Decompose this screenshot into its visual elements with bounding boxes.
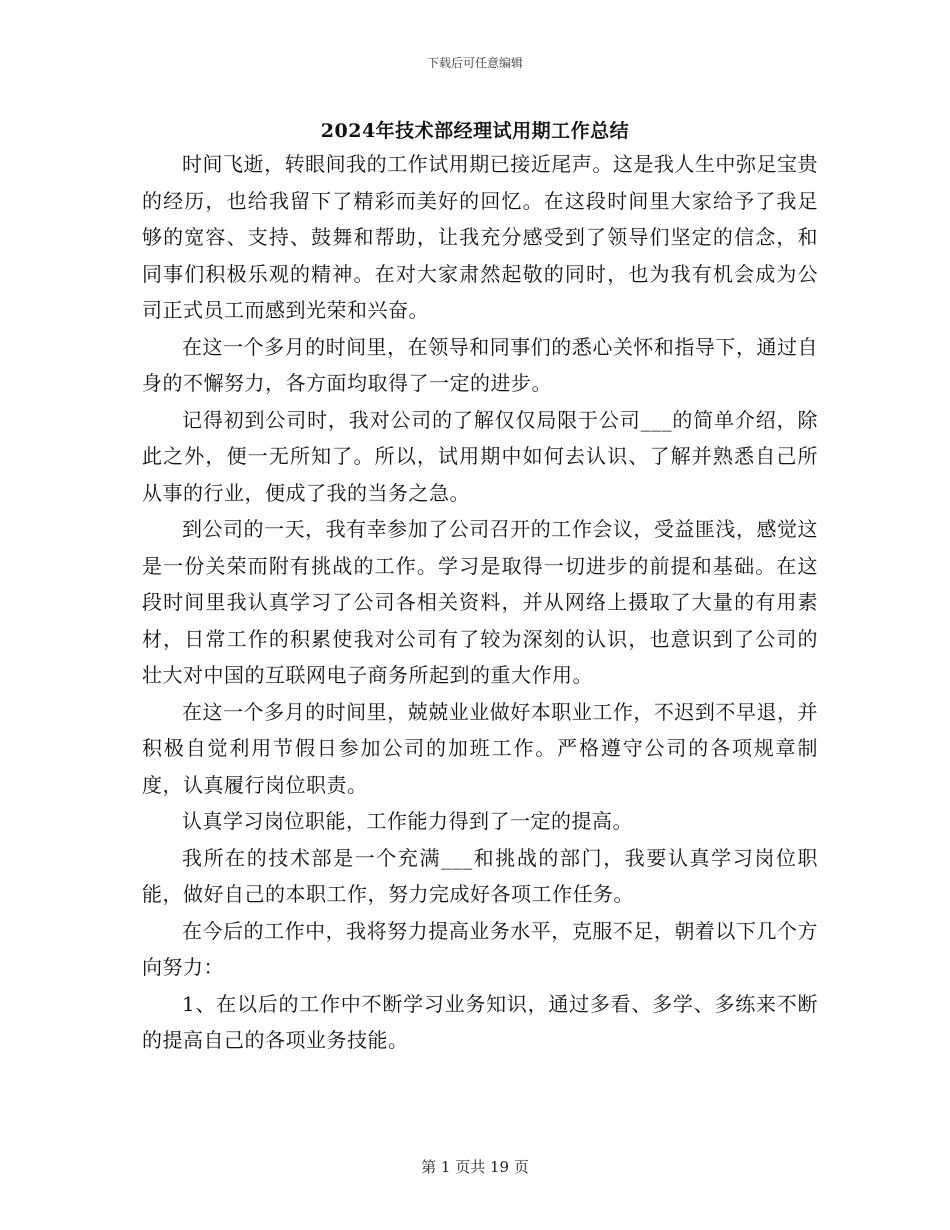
paragraph: 认真学习岗位职能，工作能力得到了一定的提高。 [182, 809, 633, 833]
page-number-footer: 第 1 页共 19 页 [421, 1158, 529, 1176]
paragraph: 记得初到公司时，我对公司的了解仅仅局限于公司___的简单介绍，除此之外，便一无所知了。所以，试用期中如何去认识、了解并熟悉自己所从事的行业，便成了我的当务之急。 [142, 407, 818, 505]
paragraph: 在这一个多月的时间里，兢兢业业做好本职业工作，不迟到不早退，并积极自觉利用节假日参加公司的加班工作。严格遵守公司的各项规章制度，认真履行岗位职责。 [142, 699, 818, 797]
header-note: 下载后可任意编辑 [426, 56, 523, 70]
paragraph: 在今后的工作中，我将努力提高业务水平，克服不足，朝着以下几个方向努力： [142, 918, 818, 979]
paragraph: 1、在以后的工作中不断学习业务知识，通过多看、多学、多练来不断的提高自己的各项业务技能。 [142, 991, 818, 1052]
paragraph: 时间飞逝，转眼间我的工作试用期已接近尾声。这是我人生中弥足宝贵的经历，也给我留下了精彩而美好的回忆。在这段时间里大家给予了我足够的宽容、支持、鼓舞和帮助，让我充分感受到了领导们坚定的信念，和同事们积极乐观的精神。在对大家肃然起敬的同时，也为我有机会成为公司正式员工而感到光荣和兴奋。 [142, 152, 818, 322]
document-body [142, 146, 818, 1059]
paragraph: 我所在的技术部是一个充满___和挑战的部门，我要认真学习岗位职能，做好自己的本职工作，努力完成好各项工作任务。 [142, 845, 818, 906]
paragraph: 到公司的一天，我有幸参加了公司召开的工作会议，受益匪浅，感觉这是一份关荣而附有挑战的工作。学习是取得一切进步的前提和基础。在这段时间里我认真学习了公司各相关资料，并从网络上摄取了大量的有用素材，日常工作的积累使我对公司有了较为深刻的认识，也意识到了公司的壮大对中国的互联网电子商务所起到的重大作用。 [142, 517, 818, 687]
document-title: 2024年技术部经理试用期工作总结 [320, 120, 630, 142]
paragraph: 在这一个多月的时间里，在领导和同事们的悉心关怀和指导下，通过自身的不懈努力，各方面均取得了一定的进步。 [142, 334, 818, 395]
